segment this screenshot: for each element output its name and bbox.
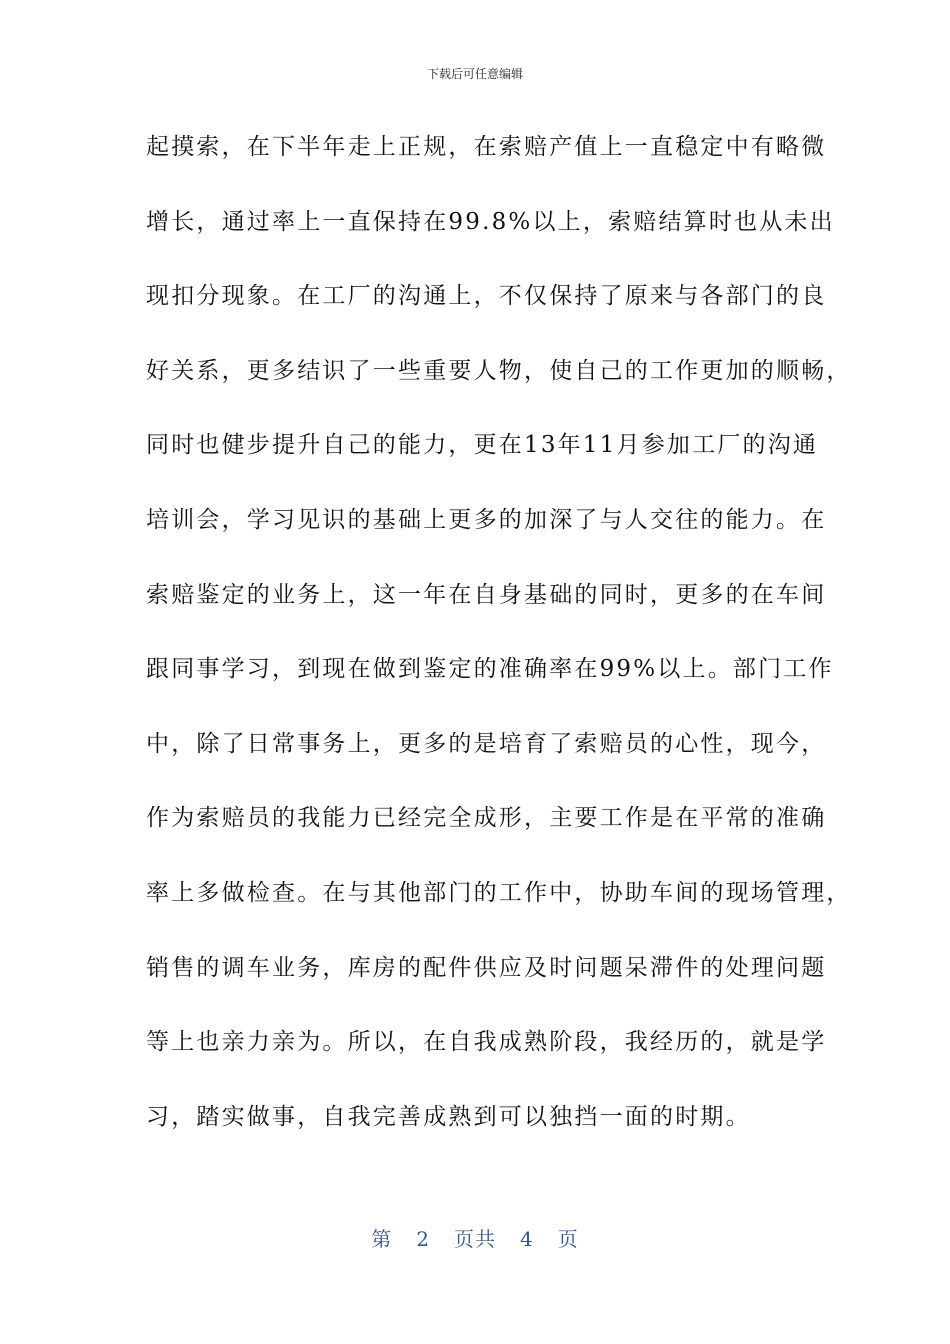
body-line-3: 现扣分现象。在工厂的沟通上，不仅保持了原来与各部门的良 [146, 283, 827, 310]
footer-total-pages: 4 [520, 1227, 534, 1251]
body-line-2: 增长，通过率上一直保持在99.8%以上，索赔结算时也从未出 [146, 208, 835, 235]
body-line-5: 同时也健步提升自己的能力，更在13年11月参加工厂的沟通 [146, 432, 819, 459]
page-header: 下载后可任意编辑 [426, 67, 523, 81]
footer-suffix: 页 [557, 1227, 579, 1251]
body-line-10: 作为索赔员的我能力已经完全成形，主要工作是在平常的准确 [146, 805, 827, 832]
body-line-6: 培训会，学习见识的基础上更多的加深了与人交往的能力。在 [146, 506, 827, 533]
footer-current-page: 2 [416, 1227, 430, 1251]
footer-middle: 页共 [454, 1227, 496, 1251]
body-line-13: 等上也亲力亲为。所以，在自我成熟阶段，我经历的，就是学 [146, 1029, 827, 1056]
body-line-14: 习，踏实做事，自我完善成熟到可以独挡一面的时期。 [146, 1103, 751, 1130]
body-line-12: 销售的调车业务，库房的配件供应及时问题呆滞件的处理问题 [146, 954, 827, 981]
body-line-7: 索赔鉴定的业务上，这一年在自身基础的同时，更多的在车间 [146, 581, 827, 608]
body-line-8: 跟同事学习，到现在做到鉴定的准确率在99%以上。部门工作 [146, 656, 834, 683]
body-line-11: 率上多做检查。在与其他部门的工作中，协助车间的现场管理， [146, 879, 852, 906]
body-line-4: 好关系，更多结识了一些重要人物，使自己的工作更加的顺畅， [146, 357, 852, 384]
body-line-1: 起摸索，在下半年走上正规，在索赔产值上一直稳定中有略微 [146, 134, 827, 160]
page-footer [0, 1224, 950, 1254]
footer-prefix: 第 [371, 1227, 393, 1251]
document-body [146, 124, 852, 1168]
body-line-9: 中，除了日常事务上，更多的是培育了索赔员的心性，现今， [146, 730, 827, 757]
